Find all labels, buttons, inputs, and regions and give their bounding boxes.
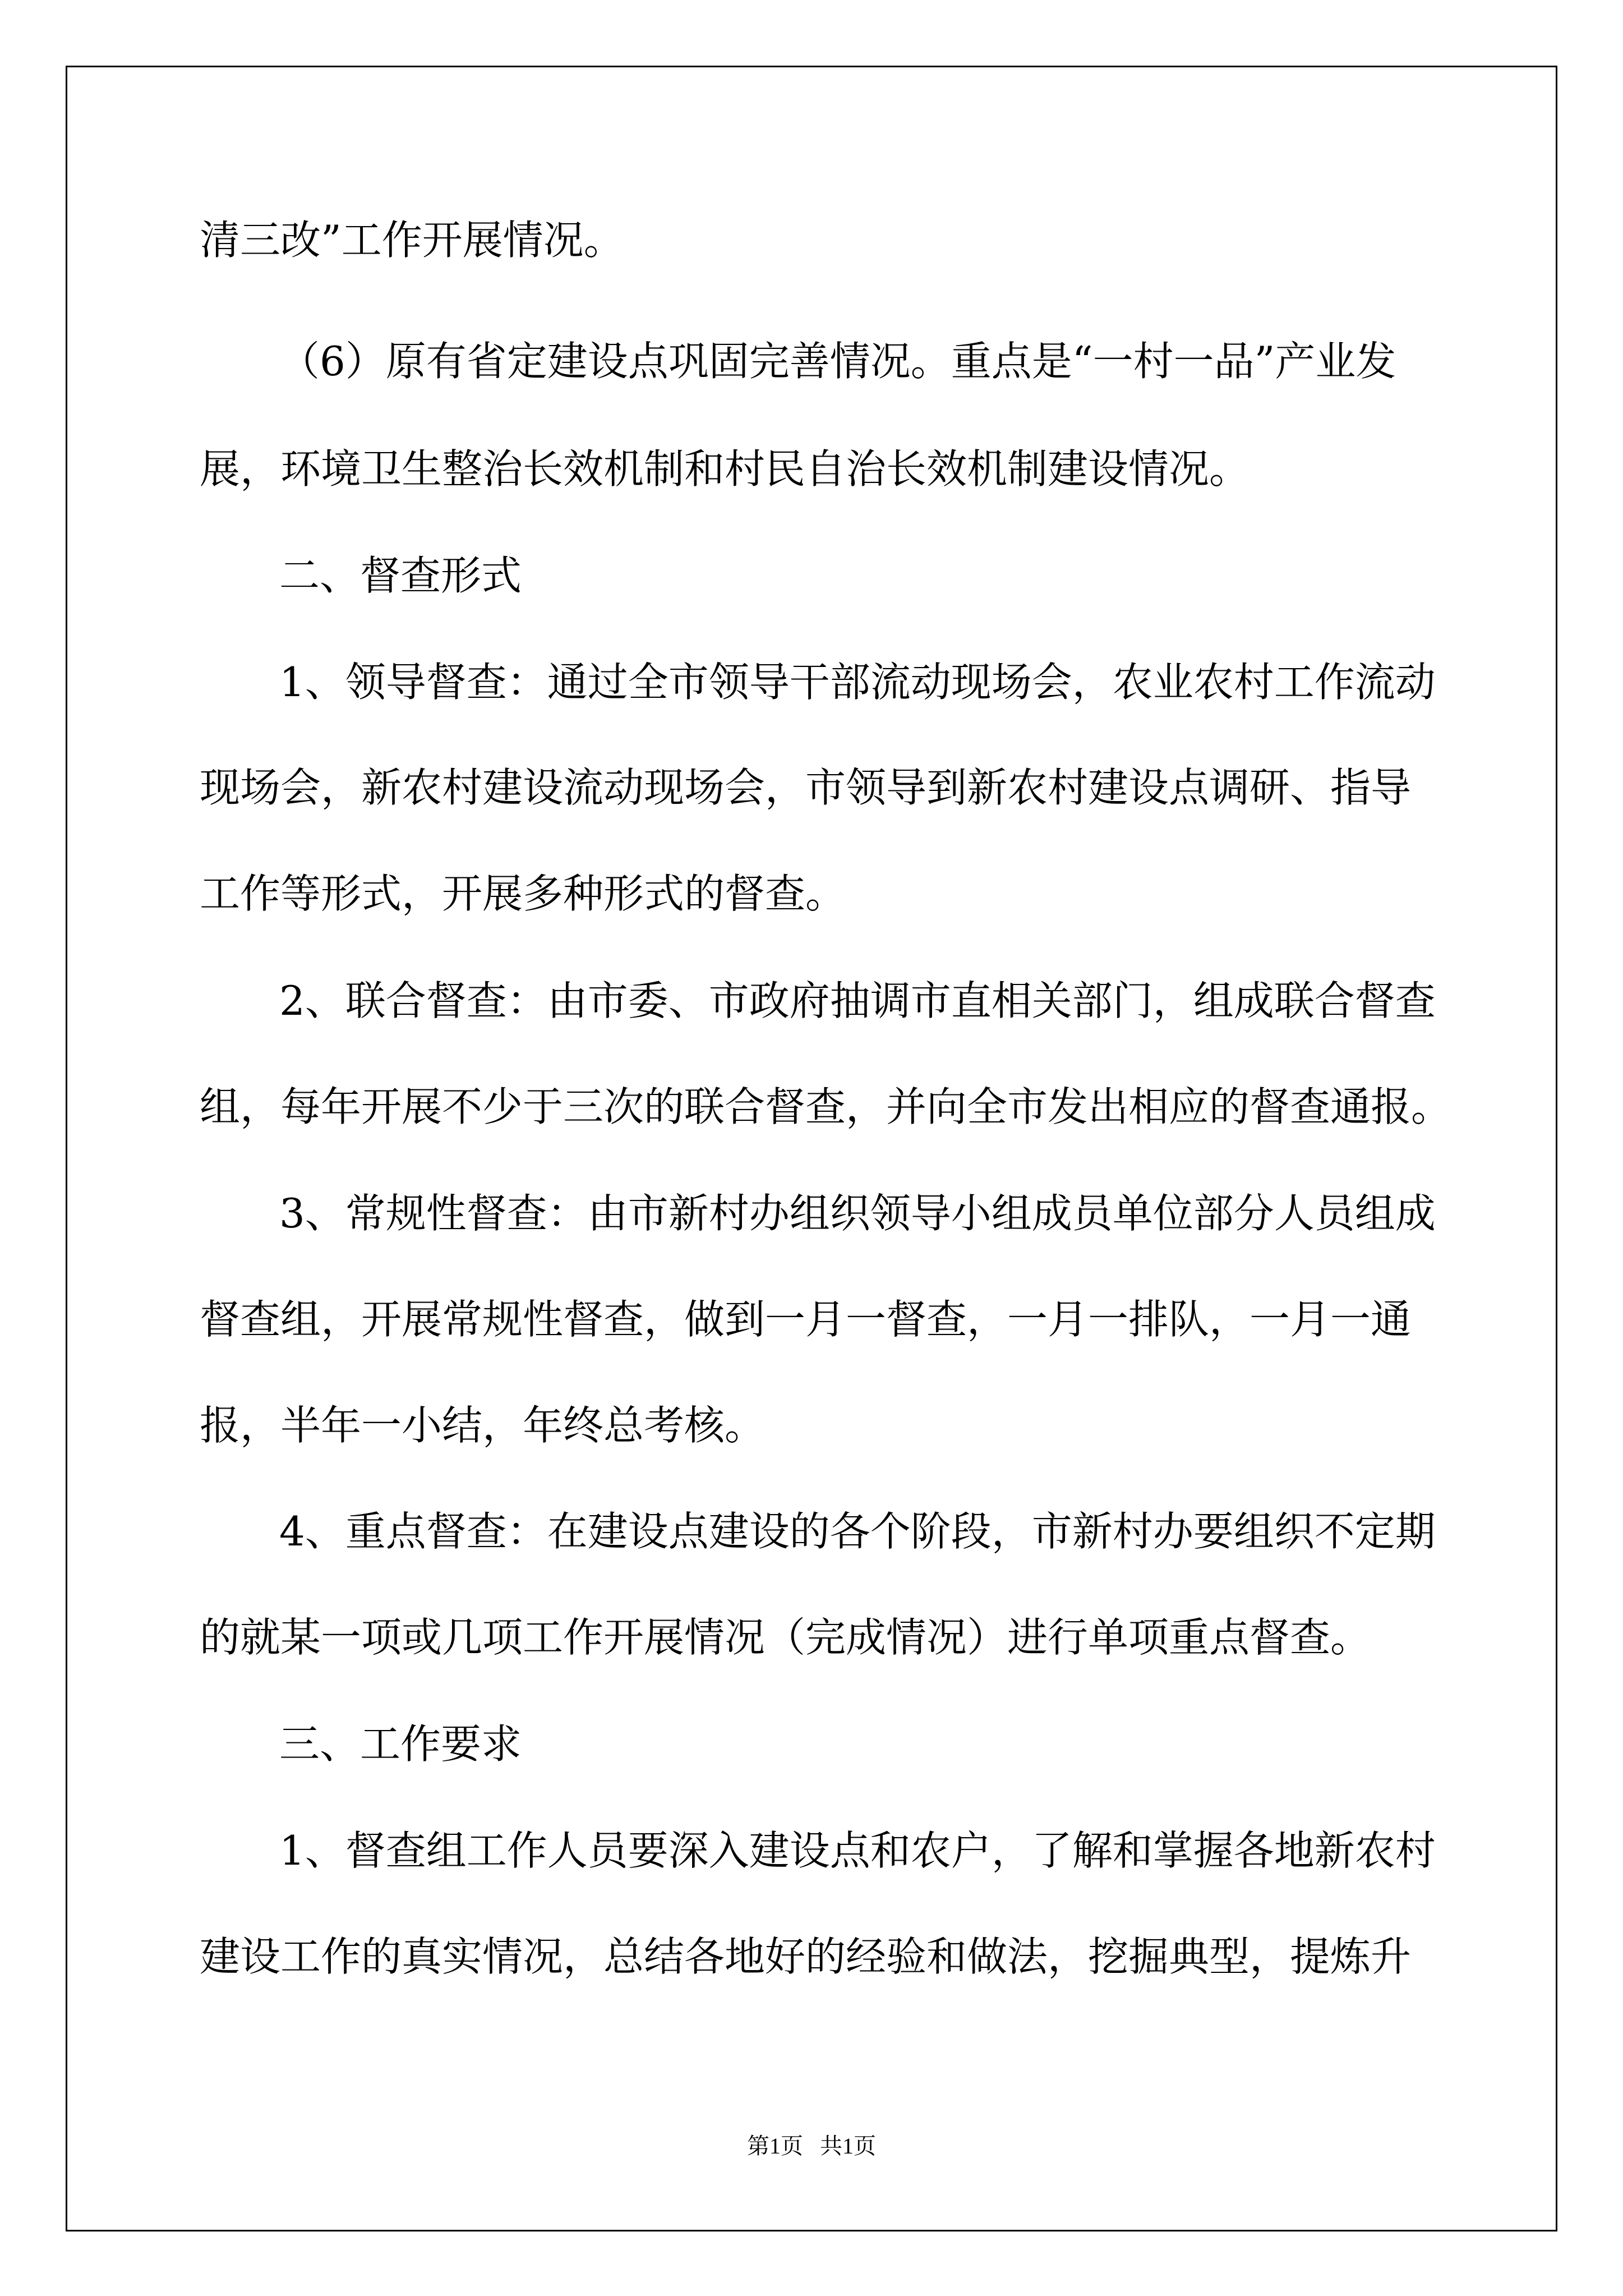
paragraph-line: 组，每年开展不少于三次的联合督查，并向全市发出相应的督查通报。 bbox=[200, 1083, 1452, 1130]
paragraph-line: 展，环境卫生整治长效机制和村民自治长效机制建设情况。 bbox=[200, 445, 1250, 493]
section-heading: 三、工作要求 bbox=[279, 1720, 522, 1768]
page-border bbox=[66, 66, 1557, 2231]
paragraph-line: 现场会，新农村建设流动现场会，市领导到新农村建设点调研、指导 bbox=[200, 764, 1412, 811]
paragraph-line: 报，半年一小结，年终总考核。 bbox=[200, 1402, 766, 1449]
paragraph-line: 清三改”工作开展情况。 bbox=[200, 217, 624, 264]
paragraph-line: 督查组，开展常规性督查，做到一月一督查，一月一排队，一月一通 bbox=[200, 1296, 1412, 1343]
paragraph-line: 1、领导督查：通过全市领导干部流动现场会，农业农村工作流动 bbox=[279, 659, 1436, 706]
paragraph-line: 3、常规性督查：由市新村办组织领导小组成员单位部分人员组成 bbox=[279, 1190, 1436, 1237]
paragraph-line: 工作等形式，开展多种形式的督查。 bbox=[200, 870, 846, 917]
paragraph-line: 4、重点督查：在建设点建设的各个阶段，市新村办要组织不定期 bbox=[279, 1508, 1436, 1555]
paragraph-line: 的就某一项或几项工作开展情况（完成情况）进行单项重点督查。 bbox=[200, 1614, 1371, 1661]
section-heading: 二、督查形式 bbox=[279, 552, 522, 599]
paragraph-line: （6）原有省定建设点巩固完善情况。重点是“一村一品”产业发 bbox=[279, 338, 1396, 385]
page-footer: 第1页 共1页 bbox=[747, 2133, 876, 2159]
paragraph-line: 建设工作的真实情况，总结各地好的经验和做法，挖掘典型，提炼升 bbox=[200, 1933, 1412, 1980]
paragraph-line: 1、督查组工作人员要深入建设点和农户，了解和掌握各地新农村 bbox=[279, 1827, 1436, 1874]
paragraph-line: 2、联合督查：由市委、市政府抽调市直相关部门，组成联合督查 bbox=[279, 977, 1436, 1024]
